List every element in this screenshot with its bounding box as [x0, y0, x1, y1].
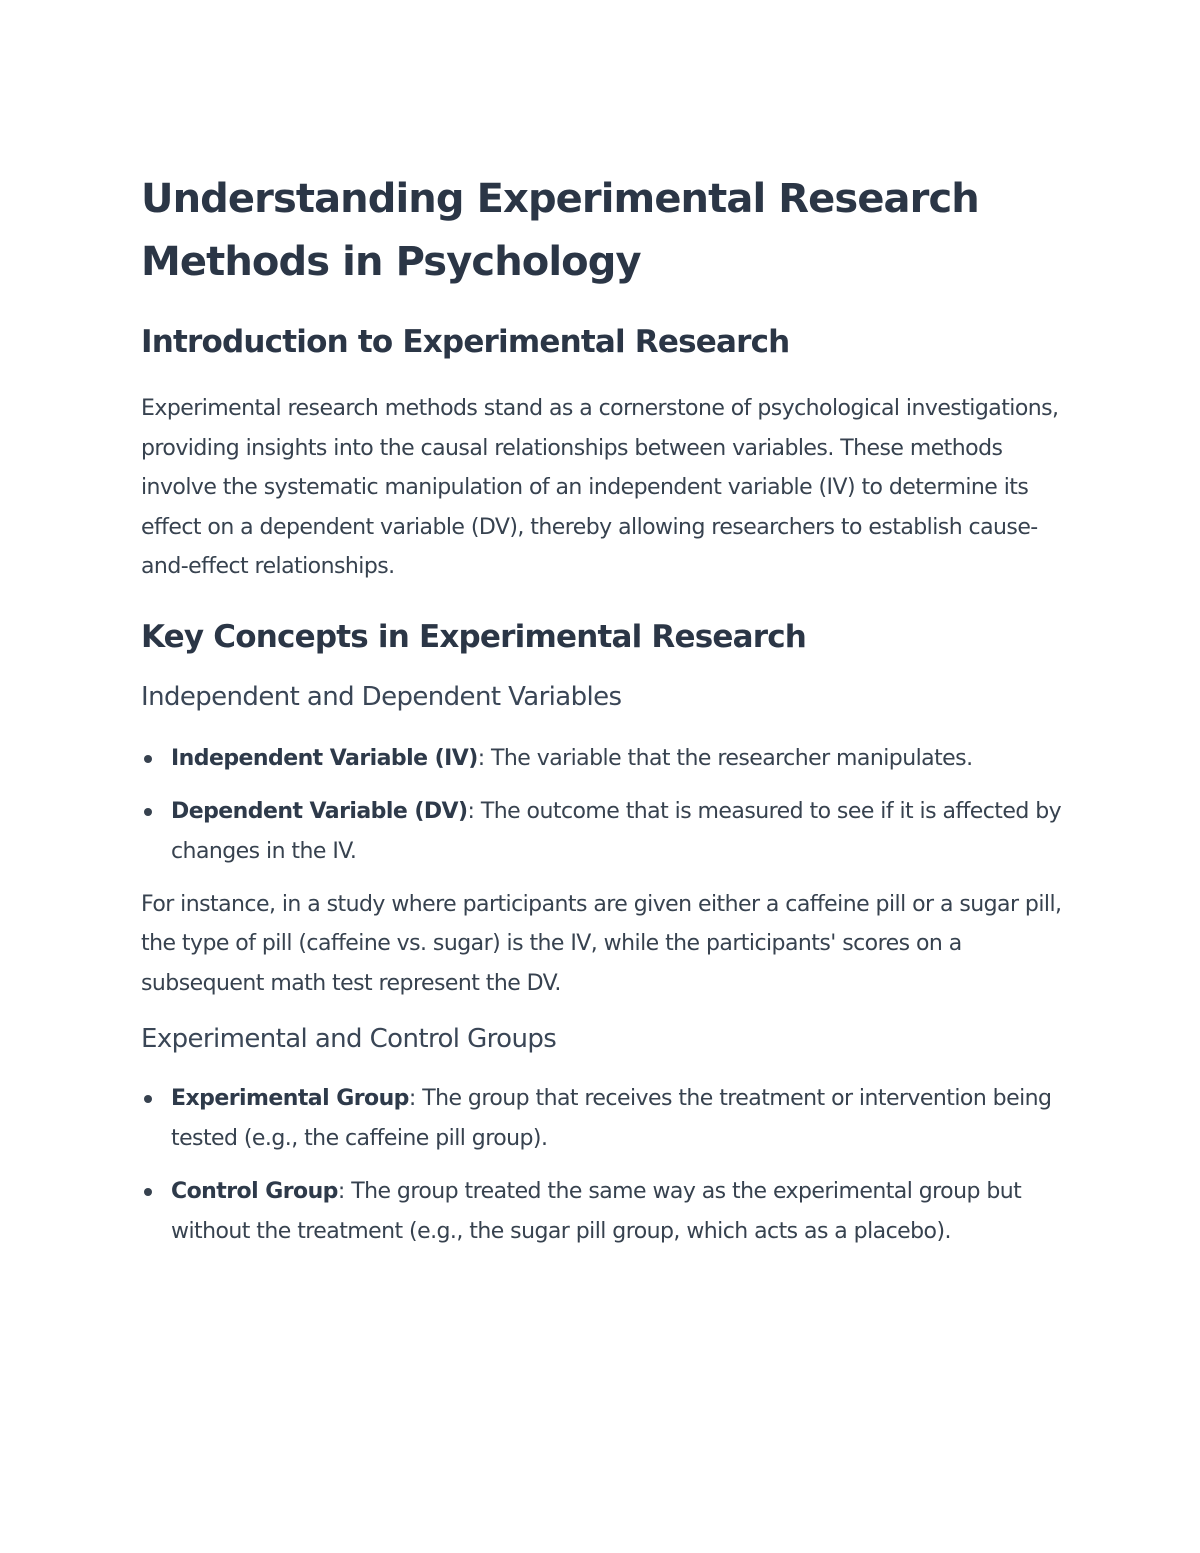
variables-list [141, 739, 1071, 872]
list-item-independent-variable [141, 739, 1071, 779]
key-concepts-heading: Key Concepts in Experimental Research [141, 618, 807, 655]
list-item-definition: : The group treated the same way as the experimental group but without the treatment (e.g., the sugar pill group, which acts as a placebo). [171, 1179, 1022, 1244]
list-item-definition: : The group that receives the treatment or intervention being tested (e.g., the caffeine pill group). [171, 1086, 1052, 1151]
groups-subheading: Experimental and Control Groups [141, 1024, 557, 1054]
example-paragraph: For instance, in a study where participants are given either a caffeine pill or a sugar pill, the type of pill (caffeine vs. sugar) is the IV, while the participants' scores on a subsequent math test represent the DV. [141, 891, 1062, 996]
intro-heading: Introduction to Experimental Research [141, 324, 790, 360]
list-item-definition: : The variable that the researcher manipulates. [477, 745, 973, 771]
list-item-term: Control Group [171, 1179, 338, 1204]
groups-list [141, 1079, 1071, 1252]
list-item-experimental-group [141, 1079, 1071, 1159]
document-title: Understanding Experimental Research Methods in Psychology [141, 176, 979, 285]
bullet-icon [144, 755, 152, 763]
list-item-term: Independent Variable (IV) [171, 745, 478, 771]
list-item-dependent-variable [141, 792, 1071, 872]
document-page [141, 168, 1071, 1252]
bullet-icon [144, 808, 152, 816]
bullet-icon [144, 1188, 152, 1196]
list-item-term: Experimental Group [171, 1086, 409, 1111]
list-item-control-group [141, 1172, 1071, 1252]
intro-paragraph: Experimental research methods stand as a cornerstone of psychological investigations, providing insights into the causal relationships between variables. These methods involve the systematic manipulation of an independent variable (IV) to determine its effect on a dependent variable (DV), thereby allowing researchers to establish cause-and-effect relationships. [141, 396, 1059, 579]
variables-subheading: Independent and Dependent Variables [141, 681, 622, 712]
bullet-icon [144, 1095, 152, 1103]
list-item-definition: : The outcome that is measured to see if it is affected by changes in the IV. [171, 798, 1062, 864]
list-item-term: Dependent Variable (DV) [171, 798, 468, 824]
